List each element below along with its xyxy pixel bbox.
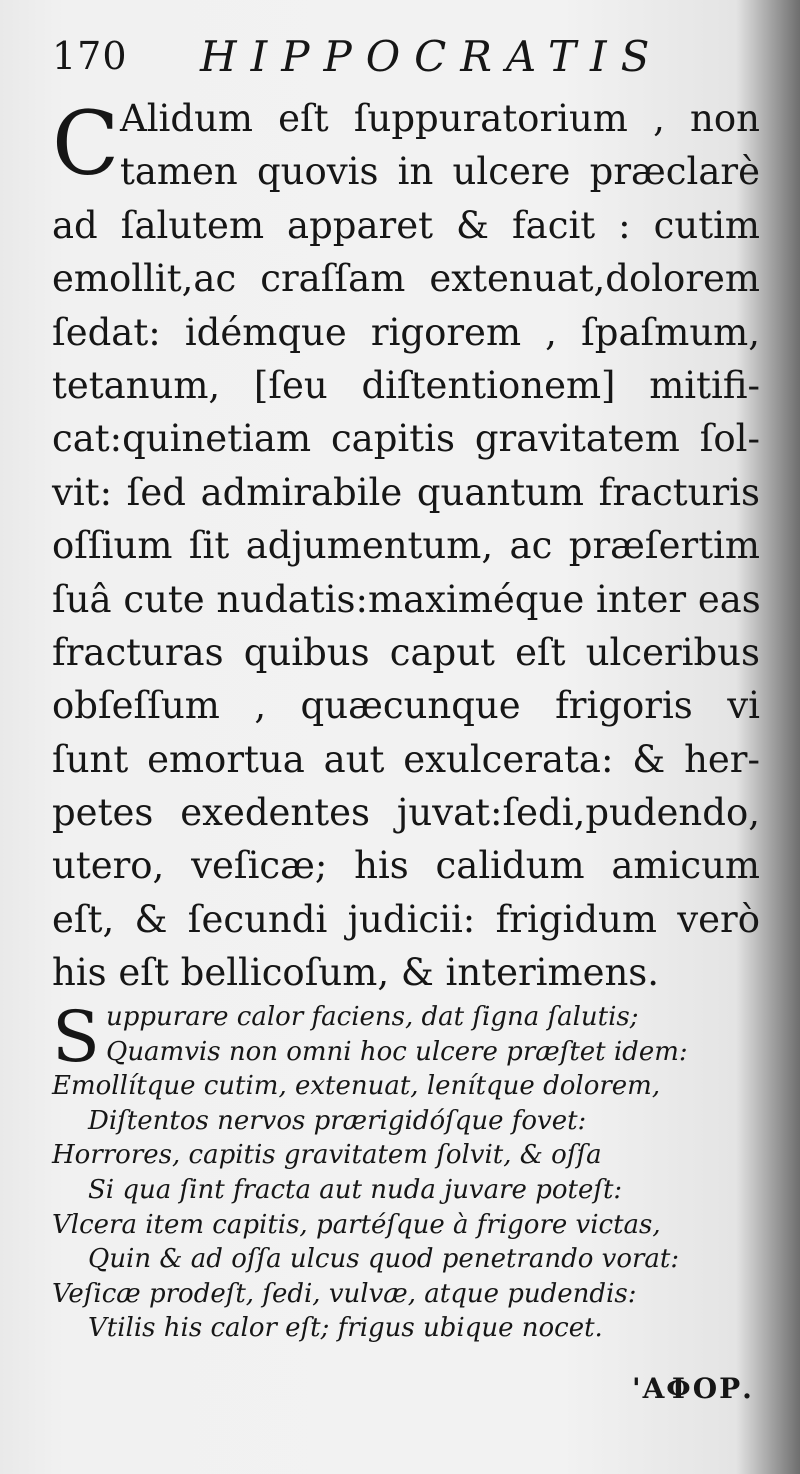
prose-line: cat:quinetiam capitis gravitatem ſol- xyxy=(52,417,760,461)
page-number: 170 xyxy=(52,34,128,78)
prose-line: tamen quovis in ulcere præclarè xyxy=(120,150,760,194)
prose-line: fracturas quibus caput eſt ulceribus xyxy=(52,630,760,674)
prose-line: petes exedentes juvat:ſedi,pudendo, xyxy=(52,791,760,835)
verse-line: Diſtentos nervos prærigidóſque fovet: xyxy=(88,1105,587,1136)
page-header xyxy=(52,28,752,88)
verse-line: Si qua ſint fracta aut nuda juvare poteſt: xyxy=(88,1174,623,1205)
verse-line: Emollítque cutim, extenuat, lenítque dolorem, xyxy=(52,1071,661,1102)
prose-line: Alidum eſt ſuppuratorium , non xyxy=(120,97,760,140)
verse-line: Veſicæ prodeſt, ſedi, vulvæ, atque pudendis: xyxy=(52,1278,637,1309)
prose-line: utero, veſicæ; his calidum amicum xyxy=(52,844,760,888)
prose-line: his eſt bellicoſum, & interimens. xyxy=(52,951,660,995)
prose-paragraph xyxy=(52,92,760,1000)
verse-line: Vlcera item capitis, partéſque à frigore victas, xyxy=(52,1209,661,1240)
verse-line: Quin & ad oſſa ulcus quod penetrando vorat: xyxy=(88,1244,680,1275)
prose-line: ad ſalutem apparet & facit : cutim xyxy=(52,203,760,247)
prose-line: ſuâ cute nudatis:maximéque inter eas xyxy=(52,577,761,621)
catchword: 'ΑΦΟΡ. xyxy=(632,1372,754,1405)
prose-line: emollit,ac craſſam extenuat,dolorem xyxy=(52,257,760,301)
verse-line: Vtilis his calor eſt; frigus ubique nocet. xyxy=(88,1313,603,1344)
verse-block xyxy=(52,996,760,1346)
prose-line: vit: ſed admirabile quantum fracturis xyxy=(52,470,760,514)
prose-line: tetanum, [ſeu diſtentionem] mitifi- xyxy=(52,363,760,407)
running-head: HIPPOCRATIS xyxy=(200,32,664,81)
verse-line: Horrores, capitis gravitatem ſolvit, & oſſa xyxy=(52,1140,602,1171)
prose-line: eſt, & ſecundi judicii: frigidum verò xyxy=(52,897,760,941)
verse-line: Quamvis non omni hoc ulcere præſtet idem: xyxy=(106,1036,688,1067)
verse-drop-cap: S xyxy=(52,996,100,1078)
prose-line: obſeſſum , quæcunque frigoris vi xyxy=(52,684,760,728)
prose-line: oſſium ſit adjumentum, ac præſertim xyxy=(52,524,760,568)
prose-line: ſunt emortua aut exulcerata: & her- xyxy=(52,737,760,781)
prose-drop-cap: C xyxy=(52,92,120,195)
verse-line: uppurare calor faciens, dat ſigna ſalutis; xyxy=(106,1002,639,1032)
prose-line: ſedat: idémque rigorem , ſpaſmum, xyxy=(52,310,760,354)
